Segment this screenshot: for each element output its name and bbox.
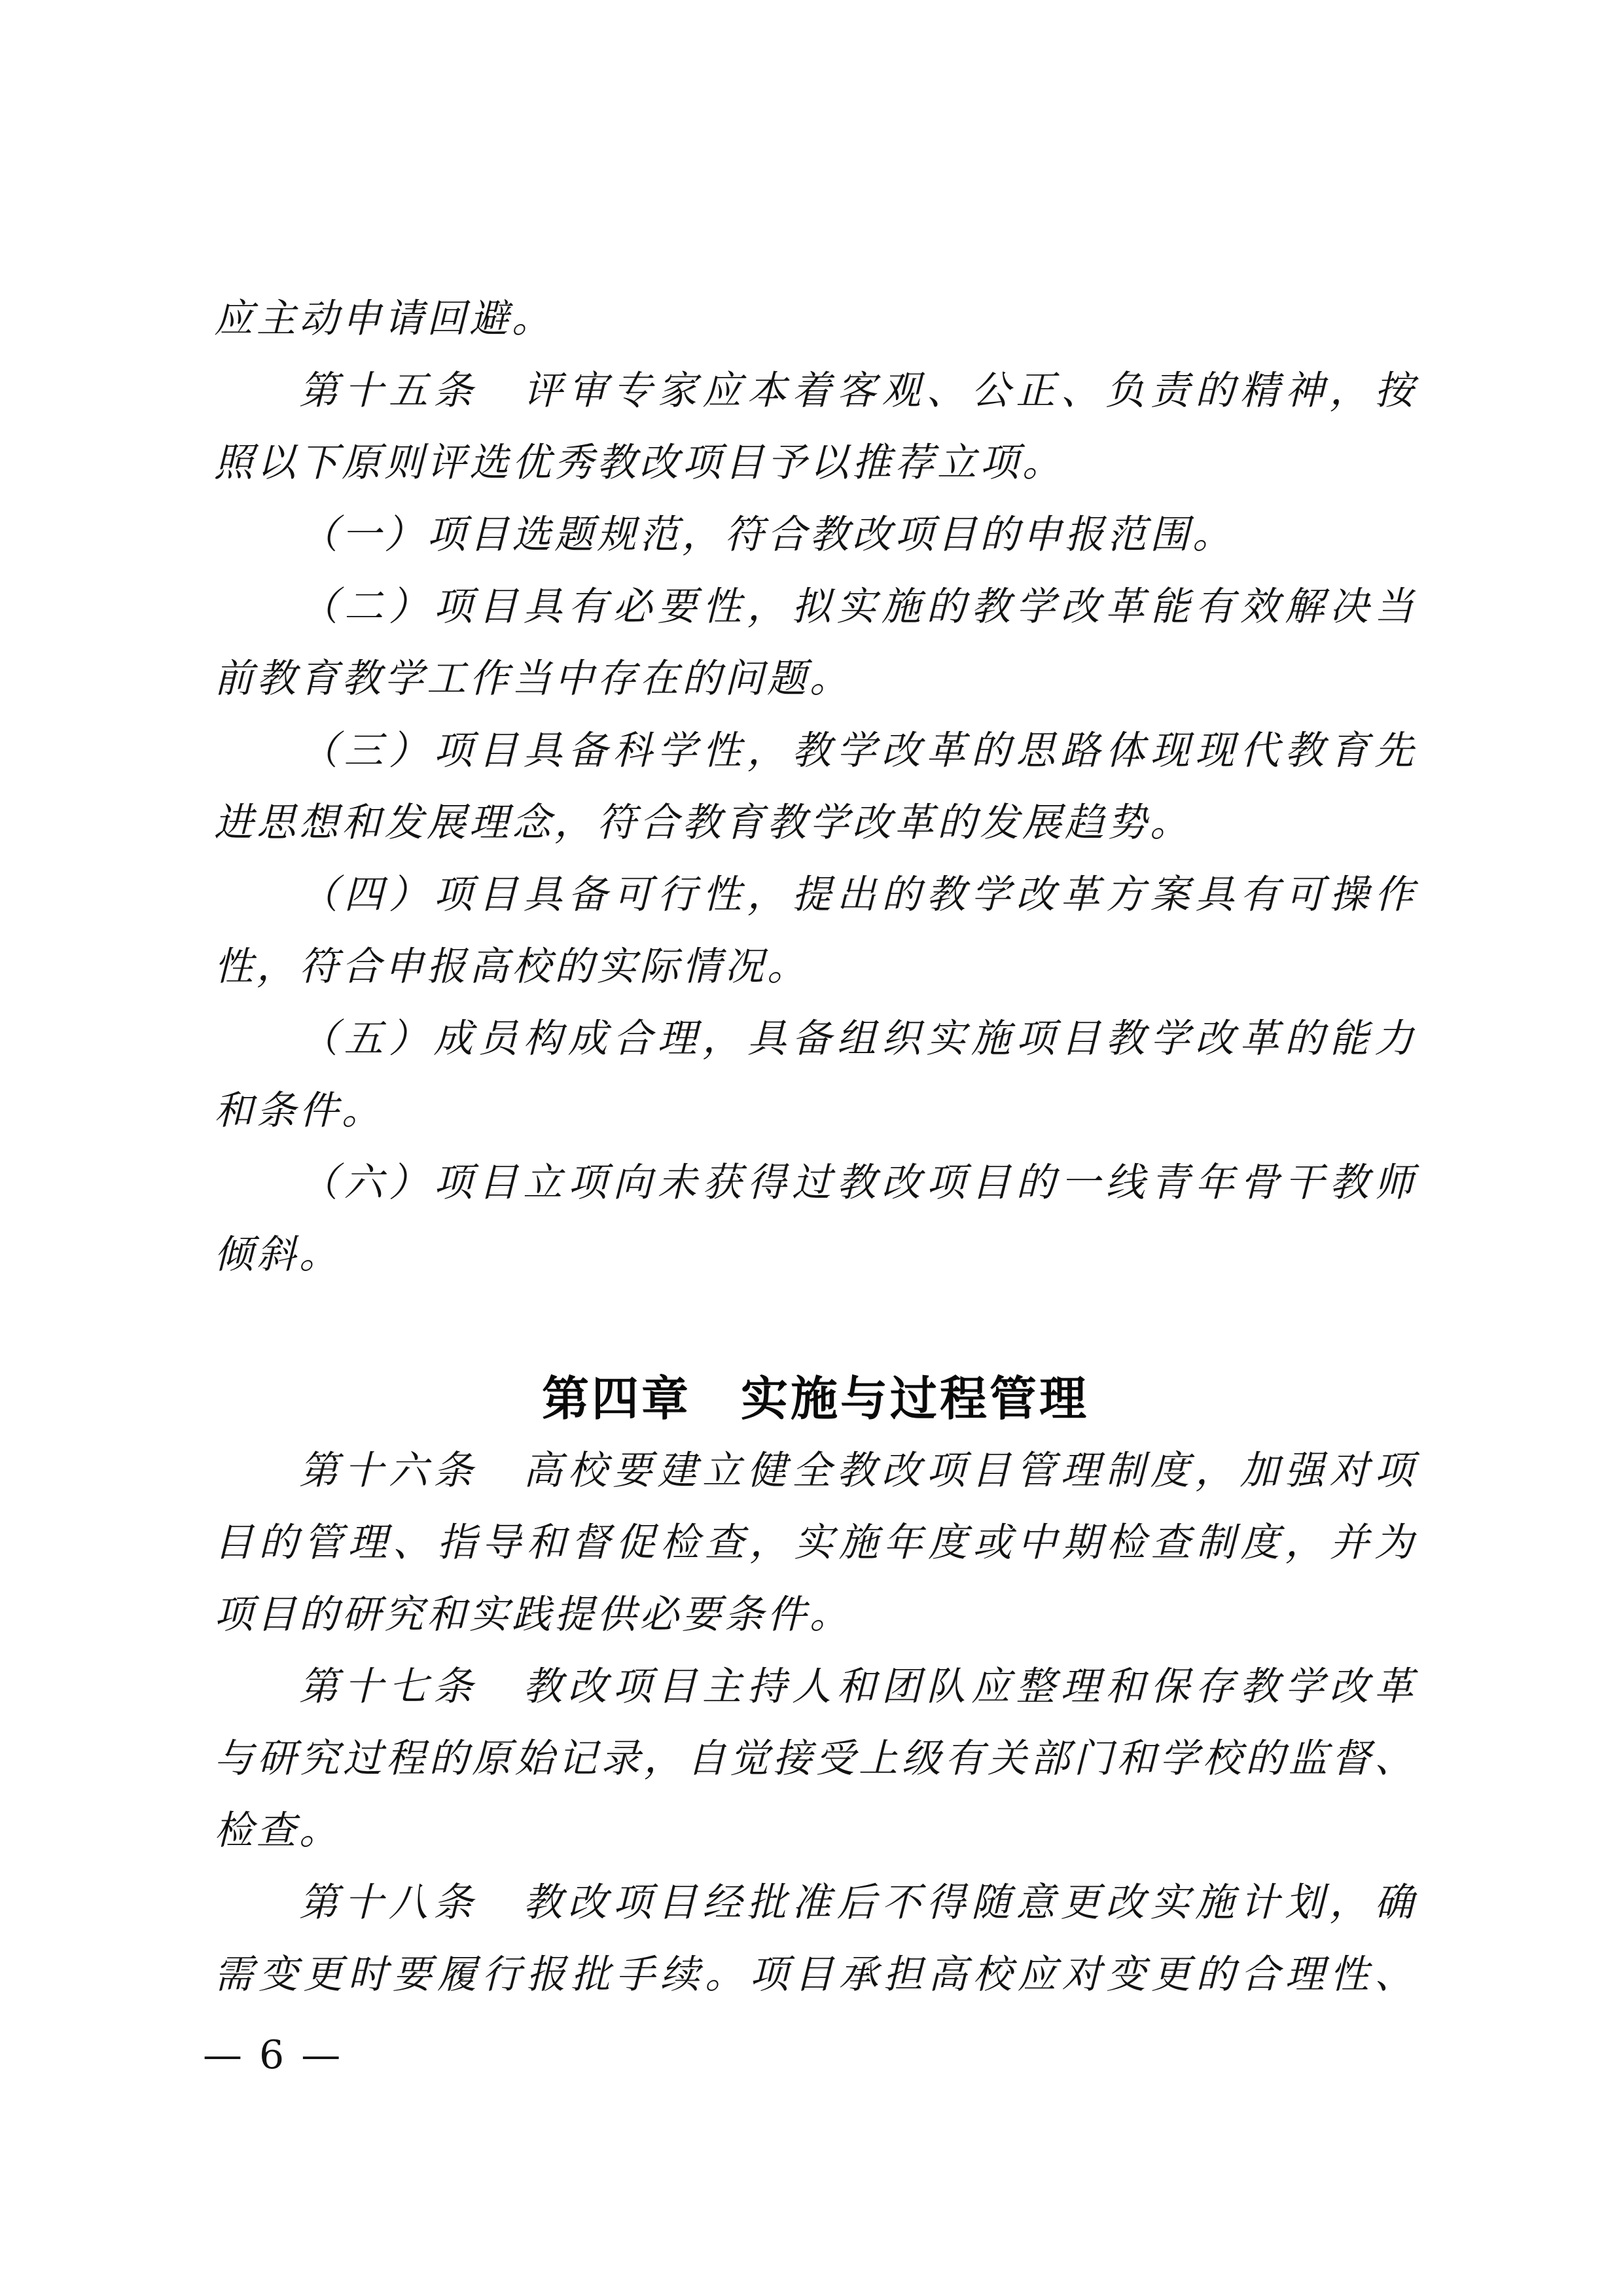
text-line-article-17: 第十七条 教改项目主持人和团队应整理和保存教学改革 [299,1664,1417,1710]
footer-dash-left: — [203,2032,242,2078]
text-line: 照以下原则评选优秀教改项目予以推荐立项。 [214,440,1065,486]
page-number [203,2019,340,2091]
text-line: 性，符合申报高校的实际情况。 [214,944,810,990]
text-line-item-1: （一）项目选题规范，符合教改项目的申报范围。 [299,512,1235,558]
text-line: 与研究过程的原始记录，自觉接受上级有关部门和学校的监督、 [214,1736,1417,1782]
text-line-item-2: （二）项目具有必要性，拟实施的教学改革能有效解决当 [299,584,1417,630]
text-line-article-15: 第十五条 评审专家应本着客观、公正、负责的精神，按 [299,368,1417,414]
text-line: 应主动申请回避。 [214,296,554,342]
text-line-article-18: 第十八条 教改项目经批准后不得随意更改实施计划，确 [299,1880,1417,1926]
text-line-article-16: 第十六条 高校要建立健全教改项目管理制度，加强对项 [299,1448,1417,1494]
text-line: 倾斜。 [214,1232,342,1278]
chapter-heading: 第四章 实施与过程管理 [541,1371,1089,1426]
text-line: 需变更时要履行报批手续。项目承担高校应对变更的合理性、 [214,1952,1417,1998]
text-line: 进思想和发展理念，符合教育教学改革的发展趋势。 [214,800,1192,846]
text-line: 目的管理、指导和督促检查，实施年度或中期检查制度，并为 [214,1520,1417,1566]
blank-line [214,1291,1417,1363]
footer-page-digit: 6 [259,2032,285,2078]
text-line-item-6: （六）项目立项向未获得过教改项目的一线青年骨干教师 [299,1160,1417,1206]
text-line: 项目的研究和实践提供必要条件。 [214,1592,852,1638]
text-line-item-5: （五）成员构成合理，具备组织实施项目教学改革的能力 [299,1016,1417,1062]
text-line: 检查。 [214,1808,342,1854]
text-line-item-4: （四）项目具备可行性，提出的教学改革方案具有可操作 [299,872,1417,918]
document-body [214,283,1417,2011]
text-line: 前教育教学工作当中存在的问题。 [214,656,852,702]
text-line-item-3: （三）项目具备科学性，教学改革的思路体现现代教育先 [299,728,1417,774]
footer-dash-right: — [301,2032,341,2078]
text-line: 和条件。 [214,1088,384,1134]
